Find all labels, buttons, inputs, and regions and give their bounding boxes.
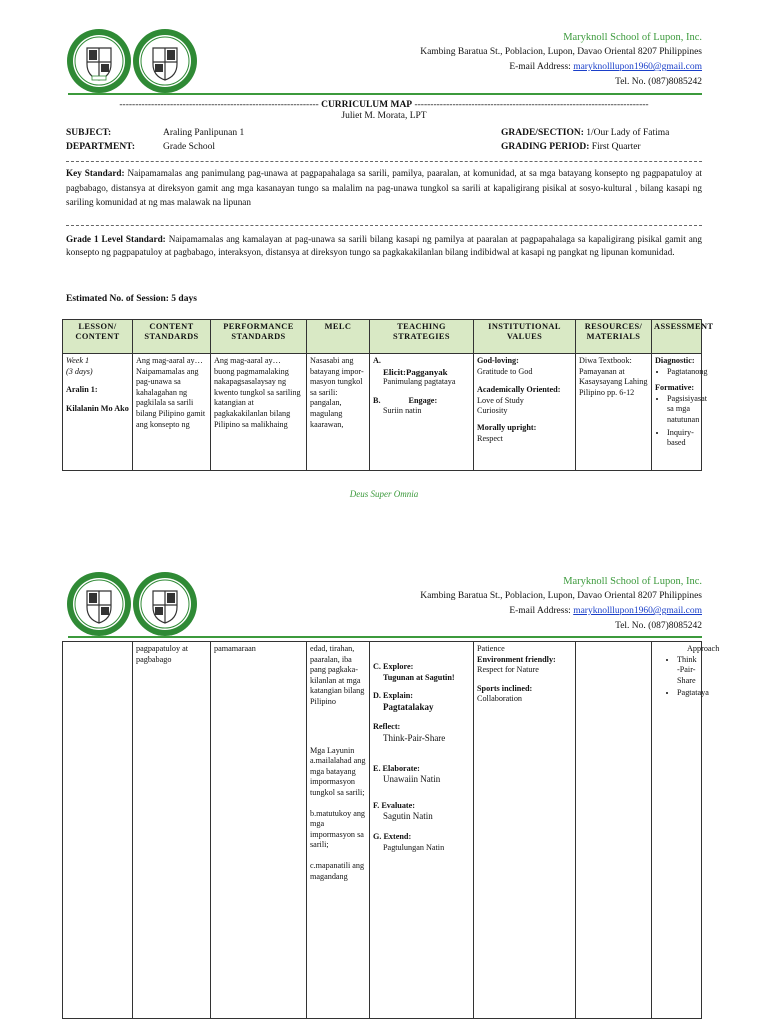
period-value: First Quarter bbox=[591, 142, 641, 152]
school-crest-logo bbox=[132, 28, 198, 94]
col-header-lesson: LESSON/ CONTENT bbox=[63, 320, 133, 354]
col-header-resources: RESOURCES/ MATERIALS bbox=[576, 320, 652, 354]
curriculum-map-title bbox=[66, 99, 702, 111]
value-environment-sub: Respect for Nature bbox=[477, 665, 539, 675]
melc-objective: b.matutukoy ang mga impormasyon sa sarili; bbox=[310, 808, 366, 850]
email-line bbox=[420, 60, 702, 75]
assessment-item: • Pagtatanong bbox=[667, 367, 700, 378]
strategy-elicit-sub: Panimulang pagtataya bbox=[383, 377, 456, 387]
strategy-reflect: Reflect: bbox=[373, 722, 401, 732]
melc-objective: c.mapanatili ang magandang bbox=[310, 860, 365, 881]
period-label: GRADING PERIOD: bbox=[501, 142, 590, 152]
value-sports-sub: Collaboration bbox=[477, 694, 523, 704]
email-link[interactable]: maryknolllupon1960@gmail.com bbox=[573, 606, 702, 616]
value-environment: Environment friendly: bbox=[477, 654, 556, 664]
week-label: Week 1 bbox=[66, 356, 90, 365]
key-standard-label: Key Standard: bbox=[66, 168, 125, 178]
value-god-loving: God-loving: bbox=[477, 356, 519, 365]
lesson-title: Kilalanin Mo Ako bbox=[66, 403, 129, 413]
school-name: Maryknoll School of Lupon, Inc. bbox=[563, 576, 702, 587]
content-standard-cell: Ang mag-aaral ay… Naipamamalas ang pag-unawa sa kahalagahan ng pagkilala sa sarili bilang Pilipino gamit ang konsepto ng bbox=[133, 354, 211, 471]
header-divider bbox=[68, 93, 702, 95]
strategy-elaborate-sub: Unawaiin Natin bbox=[383, 774, 441, 785]
melc-objective: Mga Layunin a.mailalahad ang mga batayang impormasyon tungkol sa sarili; bbox=[310, 745, 366, 797]
col-header-teaching-strategies: TEACHING STRATEGIES bbox=[370, 320, 474, 354]
strategy-explore: C. Explore: bbox=[373, 662, 414, 671]
strategy-engage: Engage: bbox=[408, 395, 438, 405]
values-cell bbox=[474, 642, 576, 1019]
strategy-elaborate: E. Elaborate: bbox=[373, 763, 420, 773]
resources-cell: Diwa Textbook: Pamayanan at Kasaysayang Lahing Pilipino pp. 6-12 bbox=[576, 354, 652, 471]
value-academic-sub1: Love of Study bbox=[477, 395, 524, 405]
assessment-cell bbox=[652, 642, 720, 1019]
strategy-reflect-sub: Think-Pair-Share bbox=[383, 732, 446, 743]
title-dashes-left: --------------------------------------------------------------- bbox=[119, 100, 319, 110]
value-sports: Sports inclined: bbox=[477, 683, 533, 693]
school-crest-logo bbox=[132, 571, 198, 637]
strategy-a-letter: A. bbox=[373, 356, 381, 365]
header-divider bbox=[68, 636, 702, 638]
value-god-loving-sub: Gratitude to God bbox=[477, 366, 533, 376]
school-motto: Deus Super Omnia bbox=[349, 489, 419, 499]
col-header-assessment: ASSESSMENT bbox=[652, 320, 702, 354]
col-header-content-standards: CONTENT STANDARDS bbox=[133, 320, 211, 354]
strategy-engage-sub: Suriin natin bbox=[383, 406, 422, 416]
strategy-explain-sub: Pagtatalakay bbox=[383, 701, 434, 712]
subject-label: SUBJECT: bbox=[66, 128, 112, 138]
assessment-item: • Think -Pair-Share bbox=[677, 655, 700, 687]
tel-number: Tel. No. (087)8085242 bbox=[615, 77, 702, 87]
strategy-elicit: Elicit:Pagganyak bbox=[383, 366, 448, 377]
school-seal-logo bbox=[66, 28, 132, 94]
school-address: Kambing Baratua St., Poblacion, Lupon, Davao Oriental 8207 Philippines bbox=[420, 591, 702, 601]
curriculum-table-continued bbox=[62, 641, 720, 1019]
performance-standard-cell: pamamaraan bbox=[211, 642, 307, 1019]
email-line bbox=[420, 604, 702, 619]
title-text: CURRICULUM MAP bbox=[321, 100, 413, 110]
email-label: E-mail Address: bbox=[509, 606, 574, 616]
strategy-evaluate-sub: Sagutin Natin bbox=[383, 811, 433, 822]
tel-number: Tel. No. (087)8085242 bbox=[615, 621, 702, 631]
level-standard-label: Grade 1 Level Standard: bbox=[66, 234, 166, 244]
lesson-cell bbox=[63, 642, 133, 1019]
school-address: Kambing Baratua St., Poblacion, Lupon, Davao Oriental 8207 Philippines bbox=[420, 47, 702, 57]
grade-label: GRADE/SECTION: bbox=[501, 128, 584, 138]
assessment-cell bbox=[652, 354, 708, 471]
subject-value: Araling Panlipunan 1 bbox=[163, 128, 245, 138]
school-header bbox=[420, 574, 702, 634]
strategy-evaluate: F. Evaluate: bbox=[373, 800, 415, 810]
value-morally-upright-sub: Respect bbox=[477, 433, 503, 443]
assessment-item: • Inquiry-based bbox=[667, 428, 700, 449]
value-patience: Patience bbox=[477, 644, 505, 653]
strategy-explain: D. Explain: bbox=[373, 691, 414, 701]
dashed-divider bbox=[66, 161, 702, 162]
assessment-formative: Formative: bbox=[655, 383, 695, 393]
col-header-institutional-values: INSTITUTIONAL VALUES bbox=[474, 320, 576, 354]
col-header-melc: MELC bbox=[307, 320, 370, 354]
values-cell bbox=[474, 354, 576, 471]
grade-info bbox=[501, 126, 669, 154]
department-value: Grade School bbox=[163, 142, 215, 152]
strategy-explore-sub: Tugunan at Sagutin! bbox=[383, 672, 455, 682]
school-name: Maryknoll School of Lupon, Inc. bbox=[563, 32, 702, 43]
strategy-b-letter: B. bbox=[373, 395, 381, 405]
melc-cell bbox=[307, 642, 370, 1019]
level-standard-text: Naipamamalas ang kamalayan at pag-unawa sa sarili bilang kasapi ng pamilya at paaralan at pagpapahalaga sa kapaligirang pisikal gamit ang konsepto ng pagpapatuloy at pagbabago, interaksyon, distansya at direksyon tungo sa pagkakakilanlan bilang indibidwal at kasapi ng pangkat ng lipunan komunidad. bbox=[66, 234, 702, 257]
dashed-divider bbox=[66, 225, 702, 226]
session-count: Estimated No. of Session: 5 days bbox=[66, 294, 197, 304]
assessment-diagnostic: Diagnostic: bbox=[655, 356, 695, 365]
strategy-extend-sub: Pagtulungan Natin bbox=[383, 842, 445, 852]
email-link[interactable]: maryknolllupon1960@gmail.com bbox=[573, 62, 702, 72]
subject-info bbox=[66, 126, 244, 154]
lesson-cell bbox=[63, 354, 133, 471]
email-label: E-mail Address: bbox=[509, 62, 574, 72]
school-header bbox=[420, 30, 702, 90]
days-label: (3 days) bbox=[66, 366, 93, 376]
value-morally-upright: Morally upright: bbox=[477, 422, 537, 432]
table-row bbox=[63, 354, 702, 471]
grade-value: 1/Our Lady of Fatima bbox=[586, 128, 670, 138]
assessment-item: • Pagsisiyasat sa mga natutunan bbox=[667, 394, 700, 426]
title-dashes-right: -------------------------------------------------------------------------- bbox=[414, 100, 649, 110]
col-header-performance-standards: PERFORMANCE STANDARDS bbox=[211, 320, 307, 354]
strategies-cell bbox=[370, 642, 474, 1019]
teacher-name: Juliet M. Morata, LPT bbox=[341, 111, 427, 121]
assessment-item: Approach bbox=[687, 644, 720, 653]
melc-cell: Nasasabi ang batayang impor-masyon tungkol sa sarili: pangalan, magulang kaarawan, bbox=[307, 354, 370, 471]
value-academic-sub2: Curiosity bbox=[477, 406, 508, 416]
value-academic: Academically Oriented: bbox=[477, 385, 561, 395]
performance-standard-cell: Ang mag-aaral ay… buong pagmamalaking nakapagsasalaysay ng kwento tungkol sa sariling katangian at pagkakakilanlan bilang Pilipino sa malikhaing bbox=[211, 354, 307, 471]
strategy-extend: G. Extend: bbox=[373, 831, 412, 841]
melc-text: edad, tirahan, paaralan, iba pang pagkaka-kilanlan at mga katangian bilang Pilipino bbox=[310, 644, 365, 706]
level-standard bbox=[66, 233, 702, 259]
key-standard bbox=[66, 166, 702, 210]
content-standard-cell: pagpapatuloy at pagbabago bbox=[133, 642, 211, 1019]
strategies-cell bbox=[370, 354, 474, 471]
resources-cell bbox=[576, 642, 652, 1019]
assessment-item: • Pagtataya bbox=[677, 688, 700, 699]
key-standard-text: Naipamamalas ang panimulang pag-unawa at pagpapahalaga sa sarili, pamilya, paaralan, at komunidad, at sa mga batayang konsepto ng pagpapatuloy at pagbabago, distansya at direksyon gamit ang mga kasanayan tungo sa malalim na pag-unawa tungkol sa sarili at kapaligirang pisikal at sosyo-kultural , bilang kasapi ng sariling komunidad at ng mas malawak na lipunan bbox=[66, 168, 702, 207]
aralin-label: Aralin 1: bbox=[66, 385, 98, 395]
department-label: DEPARTMENT: bbox=[66, 142, 135, 152]
school-seal-logo bbox=[66, 571, 132, 637]
table-row bbox=[63, 642, 702, 1019]
curriculum-table bbox=[62, 319, 714, 471]
